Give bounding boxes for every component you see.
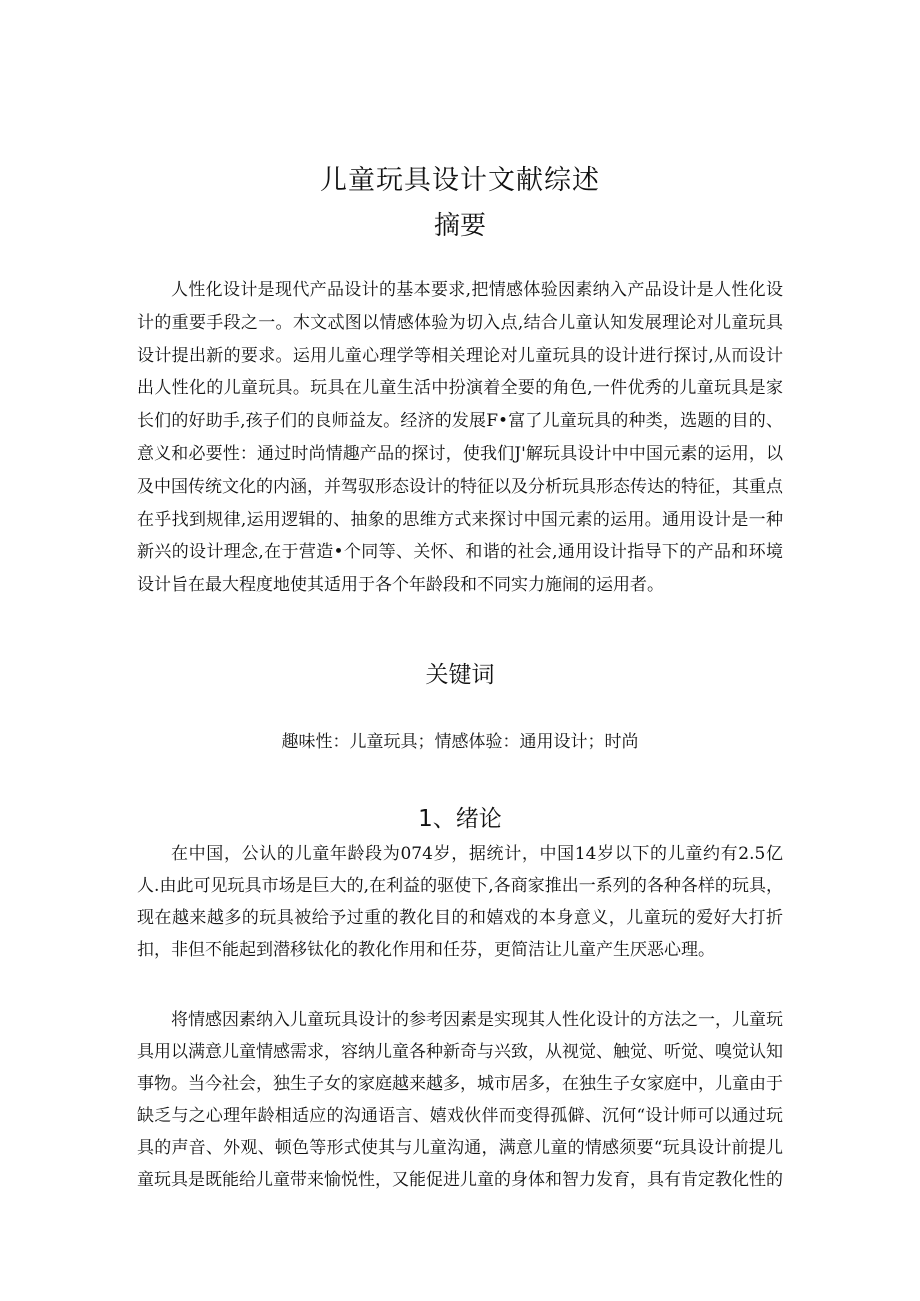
abstract-heading: 摘要 xyxy=(433,211,486,241)
keywords-list: 趣味性：儿童玩具；情感体验：通用设计；时尚 xyxy=(281,732,639,752)
document-title: 儿童玩具设计文献综述 xyxy=(320,165,600,196)
introduction-heading: 1、绪论 xyxy=(418,806,502,832)
introduction-paragraph-2: 将情感因素纳入儿童玩具设计的参考因素是实现其人性化设计的方法之一，儿童玩具用以满意儿童情感需求，容纳儿童各种新奇与兴致，从视觉、触觉、听觉、嗅觉认知事物。当今社会，独生子女的家庭越来越多，城市居多，在独生子女家庭中，儿童由于缺乏与之心理年龄相适应的沟通语言、嬉戏伙伴而变得孤僻、沉何“设计师可以通过玩具的声音、外观、顿色等形式使其与儿童沟通，满意儿童的情感须要“玩具设计前提儿童玩具是既能给儿童带来愉悦性，又能促进儿童的身体和智力发育，具有肯定教化性的 xyxy=(137,1010,783,1190)
introduction-paragraph-1: 在中国，公认的儿童年龄段为074岁，据统计，中国14岁以下的儿童约有2.5亿人.由此可见玩具市场是巨大的,在利益的驱使下,各商家推出一系列的各种各样的玩具，现在越来越多的玩具被给予过重的教化目的和嬉戏的本身意义，儿童玩的爱好大打折扣，非但不能起到潜移钛化的教化作用和任芬，更简洁让儿童产生厌恶心理。 xyxy=(137,844,783,960)
abstract-paragraph: 人性化设计是现代产品设计的基本要求,把情感体验因素纳入产品设计是人性化设计的重要手段之一。木文忒图以情感体验为切入点,结合儿童认知发展理论对儿童玩具设计提出新的要求。运用儿童心理学等相关理论对儿童玩具的设计进行探讨,从而设计出人性化的儿童玩具。玩具在儿童生活中扮演着全要的角色,一件优秀的儿童玩具是家长们的好助手,孩子们的良师益友。经济的发展F•富了儿童玩具的种类，选题的目的、意义和必要性：通过时尚情趣产品的探讨，使我们J'解玩具设计中中国元素的运用，以及中国传统文化的内涵，并驾驭形态设计的特征以及分析玩具形态传达的特征，其重点在乎找到规律,运用逻辑的、抽象的思维方式来探讨中国元素的运用。通用设计是一种新兴的设计理念,在于营造•个同等、关怀、和谐的社会,通用设计指导下的产品和环境设计旨在最大程度地使其适用于各个年龄段和不同实力施闹的运用者。 xyxy=(137,280,783,596)
keywords-heading: 关键词 xyxy=(425,662,495,688)
